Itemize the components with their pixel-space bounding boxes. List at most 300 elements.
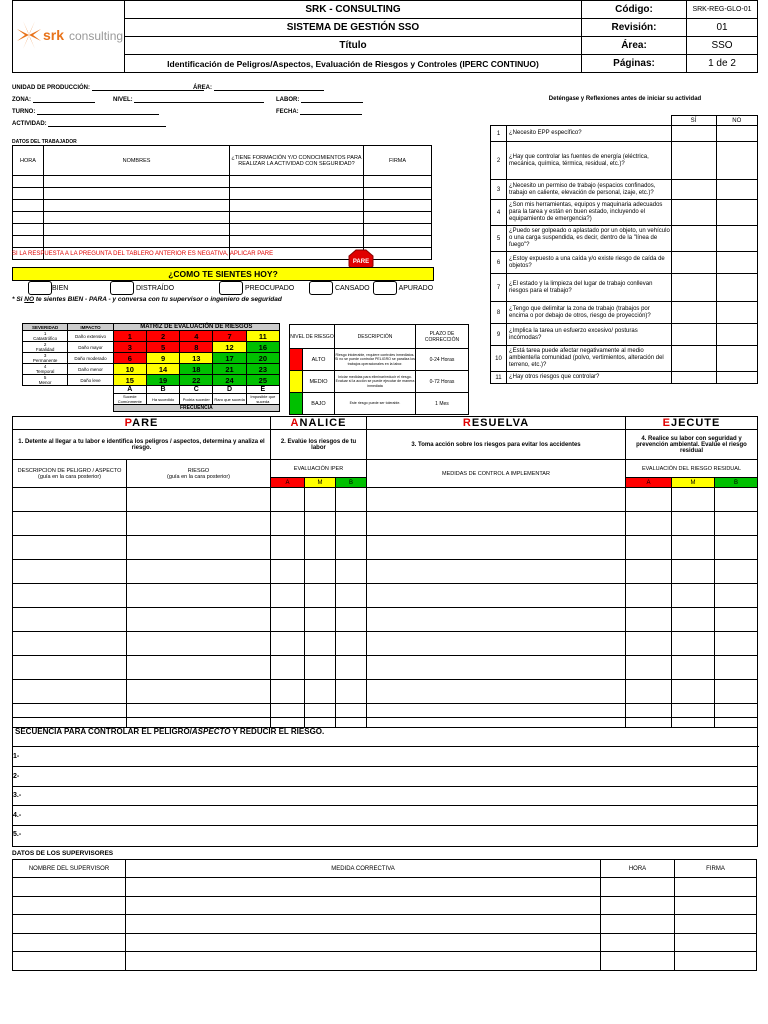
hazard-cell[interactable] xyxy=(336,488,367,512)
hazard-cell[interactable] xyxy=(336,560,367,584)
question-text: ¿Estoy expuesto a una caída y/o existe riesgo de caída de objetos? xyxy=(507,252,672,274)
hazard-cell[interactable] xyxy=(271,680,305,704)
area-label: Área: xyxy=(582,37,687,55)
field-area[interactable]: ÁREA: xyxy=(193,84,324,91)
worker-cell[interactable] xyxy=(230,224,364,236)
worker-cell[interactable] xyxy=(230,200,364,212)
matrix-cell: 10 xyxy=(113,364,146,375)
matrix-cell: 11 xyxy=(246,331,279,342)
col-eval-iper: EVALUACIÓN IPER xyxy=(271,460,367,478)
question-number: 9 xyxy=(491,324,507,346)
worker-cell[interactable] xyxy=(13,200,44,212)
supervisor-cell[interactable] xyxy=(675,896,757,915)
hazard-row xyxy=(13,512,758,536)
sup-col-medida: MEDIDA CORRECTIVA xyxy=(126,860,601,878)
feeling-opt-preocupado[interactable]: PREOCUPADO xyxy=(219,281,294,295)
hazard-cell[interactable] xyxy=(336,512,367,536)
worker-cell[interactable] xyxy=(44,224,230,236)
hazard-cell[interactable] xyxy=(672,488,715,512)
sequence-item[interactable]: 4.- xyxy=(13,806,757,826)
supervisor-row xyxy=(13,952,757,971)
question-si-checkbox[interactable] xyxy=(671,274,716,302)
hazard-cell[interactable] xyxy=(672,680,715,704)
hazard-cell[interactable] xyxy=(336,536,367,560)
field-actividad[interactable]: ACTIVIDAD: xyxy=(12,120,166,127)
hazard-row xyxy=(13,680,758,704)
matrix-letter-row xyxy=(23,386,280,394)
hazard-cell[interactable] xyxy=(13,536,127,560)
hazard-cell[interactable] xyxy=(672,584,715,608)
level-row xyxy=(290,393,469,415)
svg-text:consulting: consulting xyxy=(68,29,123,43)
field-zona[interactable]: ZONA: xyxy=(12,96,95,103)
matrix-frecuencia: FRECUENCIA xyxy=(113,405,279,412)
risk-matrix xyxy=(22,323,280,412)
matrix-freq-row xyxy=(23,394,280,405)
question-no-checkbox[interactable] xyxy=(716,126,758,142)
question-no-checkbox[interactable] xyxy=(716,346,758,372)
matrix-row xyxy=(23,331,280,342)
supervisor-cell[interactable] xyxy=(126,933,601,952)
level-name: ALTO xyxy=(303,349,335,371)
field-unidad[interactable]: UNIDAD DE PRODUCCIÓN: xyxy=(12,84,204,91)
hazard-cell[interactable] xyxy=(13,584,127,608)
level-row xyxy=(290,349,469,371)
step-ejecute-text: 4. Realice su labor con seguridad y prevención ambiental. Evalúe el riesgo residual xyxy=(626,430,758,460)
worker-cell[interactable] xyxy=(364,212,432,224)
feeling-opt-distraido[interactable]: DISTRAÍDO xyxy=(110,281,174,295)
supervisor-cell[interactable] xyxy=(126,878,601,897)
col-residual: EVALUACIÓN DEL RIESGO RESIDUAL xyxy=(626,460,758,478)
supervisor-row xyxy=(13,878,757,897)
level-desc: Iniciar medidas para eliminar/reducir el riesgo. Evaluar si la acción se puede ejecutar de manera inmediata xyxy=(334,371,415,393)
hazard-cell[interactable] xyxy=(13,656,127,680)
workers-section-label: DATOS DEL TRABAJADOR xyxy=(12,139,77,145)
matrix-cell: 23 xyxy=(246,364,279,375)
worker-cell[interactable] xyxy=(230,236,364,248)
hazard-row xyxy=(13,584,758,608)
question-number: 11 xyxy=(491,372,507,384)
worker-cell[interactable] xyxy=(13,224,44,236)
level-name: MEDIO xyxy=(303,371,335,393)
hazard-cell[interactable] xyxy=(715,488,758,512)
hazard-cell[interactable] xyxy=(367,608,626,632)
hazard-cell[interactable] xyxy=(367,680,626,704)
question-si-checkbox[interactable] xyxy=(671,180,716,200)
hazard-cell[interactable] xyxy=(626,512,672,536)
feeling-opt-apurado[interactable]: APURADO xyxy=(373,281,433,295)
hazard-cell[interactable] xyxy=(367,536,626,560)
matrix-row xyxy=(23,364,280,375)
hazard-cell[interactable] xyxy=(715,680,758,704)
matrix-cell: 24 xyxy=(213,375,246,386)
matrix-freq-desc: Podría suceder xyxy=(180,394,213,405)
hazard-cell[interactable] xyxy=(367,584,626,608)
hazard-cell[interactable] xyxy=(715,608,758,632)
hazard-cell[interactable] xyxy=(672,560,715,584)
question-si-checkbox[interactable] xyxy=(671,226,716,252)
col-formacion: ¿TIENE FORMACIÓN Y/O CONOCIMIENTOS PARA REALIZAR LA ACTIVIDAD CON SEGURIDAD? xyxy=(230,146,364,176)
question-si-checkbox[interactable] xyxy=(671,372,716,384)
worker-row xyxy=(13,212,432,224)
hazard-cell[interactable] xyxy=(715,584,758,608)
supervisor-cell[interactable] xyxy=(13,896,126,915)
col-riesgo: RIESGO (guía en la cara posterior) xyxy=(127,460,271,488)
matrix-severity: 5 Menor xyxy=(23,375,68,386)
supervisor-cell[interactable] xyxy=(126,915,601,934)
step-pare: PARE xyxy=(13,417,271,430)
hazard-cell[interactable] xyxy=(127,680,271,704)
question-number: 10 xyxy=(491,346,507,372)
hazard-cell[interactable] xyxy=(367,512,626,536)
worker-cell[interactable] xyxy=(44,176,230,188)
hazard-cell[interactable] xyxy=(626,656,672,680)
question-no-checkbox[interactable] xyxy=(716,302,758,324)
question-row xyxy=(491,274,758,302)
matrix-row xyxy=(23,353,280,364)
question-text: ¿Tengo que delimitar la zona de trabajo (trabajos por encima o por debajo de otros, riesgo de proyección)? xyxy=(507,302,672,324)
hazard-cell[interactable] xyxy=(271,512,305,536)
col-nombres: NOMBRES xyxy=(44,146,230,176)
sup-col-firma: FIRMA xyxy=(675,860,757,878)
matrix-cell: 6 xyxy=(113,353,146,364)
question-no-checkbox[interactable] xyxy=(716,180,758,200)
question-no-checkbox[interactable] xyxy=(716,324,758,346)
worker-cell[interactable] xyxy=(44,212,230,224)
hazard-cell[interactable] xyxy=(672,512,715,536)
hazard-row xyxy=(13,656,758,680)
feeling-opt-bien[interactable]: BIEN xyxy=(28,281,68,295)
hazard-cell[interactable] xyxy=(305,584,336,608)
field-fecha[interactable]: FECHA: xyxy=(276,108,362,115)
hazard-cell[interactable] xyxy=(626,608,672,632)
supervisor-row xyxy=(13,896,757,915)
worker-cell[interactable] xyxy=(44,236,230,248)
hazard-cell[interactable] xyxy=(127,512,271,536)
question-row xyxy=(491,180,758,200)
hazard-cell[interactable] xyxy=(715,512,758,536)
hazard-row xyxy=(13,560,758,584)
level-plazo: 0-72 Horas xyxy=(415,371,468,393)
step-analice-text: 2. Evalúe los riesgos de tu labor xyxy=(271,430,367,460)
worker-cell[interactable] xyxy=(364,224,432,236)
worker-cell[interactable] xyxy=(44,188,230,200)
supervisor-cell[interactable] xyxy=(601,952,675,971)
hazard-cell[interactable] xyxy=(305,560,336,584)
hazard-cell[interactable] xyxy=(271,536,305,560)
levels-col-plazo: PLAZO DE CORRECCIÓN xyxy=(415,325,468,349)
question-no-checkbox[interactable] xyxy=(716,226,758,252)
supervisor-cell[interactable] xyxy=(13,952,126,971)
matrix-freq-desc: Imposible que suceda xyxy=(246,394,279,405)
hazard-cell[interactable] xyxy=(127,560,271,584)
col-desc-peligro: DESCRIPCION DE PELIGRO / ASPECTO (guía en la cara posterior) xyxy=(13,460,127,488)
matrix-cell: 17 xyxy=(213,353,246,364)
worker-row xyxy=(13,224,432,236)
hazard-cell[interactable] xyxy=(715,632,758,656)
question-no-checkbox[interactable] xyxy=(716,142,758,180)
svg-text:PARE: PARE xyxy=(352,259,370,265)
matrix-cell: 1 xyxy=(113,331,146,342)
question-si-checkbox[interactable] xyxy=(671,126,716,142)
matrix-impact: Daño mayor xyxy=(68,342,113,353)
levels-col-nivel: NIVEL DE RIESGO xyxy=(290,325,335,349)
hazard-cell[interactable] xyxy=(672,656,715,680)
worker-cell[interactable] xyxy=(44,200,230,212)
hazard-cell[interactable] xyxy=(367,632,626,656)
question-number: 6 xyxy=(491,252,507,274)
hazard-cell[interactable] xyxy=(367,560,626,584)
question-si-checkbox[interactable] xyxy=(671,200,716,226)
hazard-cell[interactable] xyxy=(672,632,715,656)
matrix-cell: 19 xyxy=(146,375,179,386)
hazard-cell[interactable] xyxy=(13,560,127,584)
eval-b: B xyxy=(336,478,367,488)
matrix-letter: E xyxy=(246,386,279,394)
matrix-cell: 13 xyxy=(180,353,213,364)
feeling-question: ¿COMO TE SIENTES HOY? xyxy=(12,267,434,281)
col-hora: HORA xyxy=(13,146,44,176)
hazard-row xyxy=(13,488,758,512)
question-si-checkbox[interactable] xyxy=(671,252,716,274)
srk-logo-icon xyxy=(15,15,123,55)
question-number: 8 xyxy=(491,302,507,324)
feeling-note: * Si NO te sientes BIEN - PARA - y conversa con tu supervisor o ingeniero de seguridad xyxy=(12,296,282,303)
worker-cell[interactable] xyxy=(364,236,432,248)
hazard-cell[interactable] xyxy=(13,632,127,656)
question-row xyxy=(491,346,758,372)
worker-cell[interactable] xyxy=(230,176,364,188)
matrix-impact: Daño menor xyxy=(68,364,113,375)
question-si-checkbox[interactable] xyxy=(671,302,716,324)
question-row xyxy=(491,226,758,252)
question-no-checkbox[interactable] xyxy=(716,200,758,226)
sequence-title: SECUENCIA PARA CONTROLAR EL PELIGRO/ASPECTO Y REDUCIR EL RIESGO. xyxy=(13,718,759,747)
supervisors-table xyxy=(12,859,757,971)
level-color-swatch xyxy=(290,349,303,371)
question-row xyxy=(491,142,758,180)
worker-cell[interactable] xyxy=(13,176,44,188)
worker-cell[interactable] xyxy=(13,188,44,200)
hazard-cell[interactable] xyxy=(13,680,127,704)
hazard-cell[interactable] xyxy=(13,608,127,632)
question-number: 7 xyxy=(491,274,507,302)
matrix-cell: 20 xyxy=(246,353,279,364)
hazard-cell[interactable] xyxy=(127,608,271,632)
hazard-cell[interactable] xyxy=(271,608,305,632)
hazard-cell[interactable] xyxy=(626,680,672,704)
hazard-cell[interactable] xyxy=(336,584,367,608)
questions-table xyxy=(490,115,758,384)
hazard-cell[interactable] xyxy=(13,512,127,536)
worker-cell[interactable] xyxy=(364,200,432,212)
revision-value: 01 xyxy=(687,19,758,37)
hazard-cell[interactable] xyxy=(715,656,758,680)
matrix-severity: 2 Fatalidad xyxy=(23,342,68,353)
hazard-cell[interactable] xyxy=(271,632,305,656)
hazard-cell[interactable] xyxy=(271,488,305,512)
hazard-cell[interactable] xyxy=(305,632,336,656)
area-value: SSO xyxy=(687,37,758,55)
hazard-cell[interactable] xyxy=(626,488,672,512)
hazard-cell[interactable] xyxy=(367,656,626,680)
matrix-cell: 5 xyxy=(146,342,179,353)
question-number: 2 xyxy=(491,142,507,180)
question-text: ¿Necesito un permiso de trabajo (espacios confinados, trabajo en caliente, elevación de personal, izaje, etc.)? xyxy=(507,180,672,200)
supervisor-cell[interactable] xyxy=(675,952,757,971)
hazard-cell[interactable] xyxy=(127,656,271,680)
hazard-cell[interactable] xyxy=(336,680,367,704)
pages-label: Páginas: xyxy=(582,55,687,73)
worker-cell[interactable] xyxy=(364,188,432,200)
hazard-cell[interactable] xyxy=(672,536,715,560)
level-color-swatch xyxy=(290,393,303,415)
question-row xyxy=(491,126,758,142)
matrix-cell: 9 xyxy=(146,353,179,364)
question-row xyxy=(491,372,758,384)
sequence-item[interactable]: 3.- xyxy=(13,786,757,806)
level-name: BAJO xyxy=(303,393,335,415)
hazard-cell[interactable] xyxy=(305,680,336,704)
supervisor-cell[interactable] xyxy=(126,896,601,915)
supervisor-cell[interactable] xyxy=(13,915,126,934)
matrix-letter: D xyxy=(213,386,246,394)
worker-cell[interactable] xyxy=(13,236,44,248)
pages-value: 1 de 2 xyxy=(687,55,758,73)
sequence-item[interactable]: 1- xyxy=(13,747,757,767)
question-row xyxy=(491,200,758,226)
hazard-row xyxy=(13,536,758,560)
question-si-checkbox[interactable] xyxy=(671,346,716,372)
step-resuelva-text: 3. Toma acción sobre los riesgos para evitar los accidentes xyxy=(367,430,626,460)
sup-col-hora: HORA xyxy=(601,860,675,878)
col-medidas: MEDIDAS DE CONTROL A IMPLEMENTAR xyxy=(367,460,626,488)
hazard-cell[interactable] xyxy=(13,488,127,512)
hazard-cell[interactable] xyxy=(127,632,271,656)
hazard-cell[interactable] xyxy=(336,656,367,680)
supervisor-row xyxy=(13,915,757,934)
hazard-cell[interactable] xyxy=(271,656,305,680)
steps-table xyxy=(12,416,758,728)
sequence-item[interactable]: 5.- xyxy=(13,831,22,838)
matrix-freq-desc: Sucede Comúnmente xyxy=(113,394,146,405)
hazard-cell[interactable] xyxy=(715,560,758,584)
header xyxy=(12,0,758,70)
questions-heading: Deténgase y Reflexiones antes de iniciar su actividad xyxy=(548,96,702,102)
title-label: Título xyxy=(125,37,582,55)
matrix-letter: B xyxy=(146,386,179,394)
worker-row xyxy=(13,176,432,188)
supervisor-cell[interactable] xyxy=(675,915,757,934)
hazard-cell[interactable] xyxy=(367,488,626,512)
hazard-cell[interactable] xyxy=(305,656,336,680)
hazard-cell[interactable] xyxy=(336,632,367,656)
field-turno[interactable]: TURNO: xyxy=(12,108,159,115)
hazard-cell[interactable] xyxy=(626,632,672,656)
supervisor-cell[interactable] xyxy=(601,896,675,915)
hazard-cell[interactable] xyxy=(127,584,271,608)
question-text: ¿Implica la tarea un esfuerzo excesivo/ posturas incómodas? xyxy=(507,324,672,346)
sequence-item[interactable]: 2- xyxy=(13,767,757,787)
matrix-freq-desc: Raro que suceda xyxy=(213,394,246,405)
matrix-cell: 3 xyxy=(113,342,146,353)
code-label: Código: xyxy=(582,1,687,19)
supervisor-cell[interactable] xyxy=(601,915,675,934)
question-no-checkbox[interactable] xyxy=(716,372,758,384)
hazard-cell[interactable] xyxy=(127,536,271,560)
question-no-checkbox[interactable] xyxy=(716,274,758,302)
q-col-no: NO xyxy=(716,116,758,126)
document-title: Identificación de Peligros/Aspectos, Evaluación de Riesgos y Controles (IPERC CONTINUO) xyxy=(125,55,582,73)
worker-cell[interactable] xyxy=(13,212,44,224)
hazard-cell[interactable] xyxy=(626,584,672,608)
matrix-title: MATRIZ DE EVALUACIÓN DE RIESGOS xyxy=(113,324,279,331)
supervisor-cell[interactable] xyxy=(675,878,757,897)
supervisor-cell[interactable] xyxy=(13,878,126,897)
supervisors-section-label: DATOS DE LOS SUPERVISORES xyxy=(12,850,114,857)
question-number: 1 xyxy=(491,126,507,142)
hazard-cell[interactable] xyxy=(672,608,715,632)
question-no-checkbox[interactable] xyxy=(716,252,758,274)
level-plazo: 0-24 Horas xyxy=(415,349,468,371)
matrix-cell: 7 xyxy=(213,331,246,342)
matrix-cell: 8 xyxy=(180,342,213,353)
hazard-cell[interactable] xyxy=(127,488,271,512)
supervisor-cell[interactable] xyxy=(13,933,126,952)
matrix-severity: 4 Temporal xyxy=(23,364,68,375)
question-row xyxy=(491,302,758,324)
hazard-cell[interactable] xyxy=(715,536,758,560)
q-col-si: SÍ xyxy=(671,116,716,126)
hazard-cell[interactable] xyxy=(271,584,305,608)
code-value: SRK-REG-GLO-01 xyxy=(687,1,758,19)
worker-cell[interactable] xyxy=(230,212,364,224)
worker-cell[interactable] xyxy=(230,188,364,200)
question-si-checkbox[interactable] xyxy=(671,142,716,180)
matrix-impact: Daño extensivo xyxy=(68,331,113,342)
matrix-letter: A xyxy=(113,386,146,394)
hazard-cell[interactable] xyxy=(305,608,336,632)
hazard-cell[interactable] xyxy=(336,608,367,632)
hazard-cell[interactable] xyxy=(305,512,336,536)
worker-row xyxy=(13,200,432,212)
feeling-opt-cansado[interactable]: CANSADO xyxy=(309,281,370,295)
supervisor-cell[interactable] xyxy=(126,952,601,971)
hazard-cell[interactable] xyxy=(305,536,336,560)
hazard-cell[interactable] xyxy=(271,560,305,584)
matrix-cell: 14 xyxy=(146,364,179,375)
residual-a: A xyxy=(626,478,672,488)
field-nivel[interactable]: NIVEL: xyxy=(113,96,264,103)
eval-m: M xyxy=(305,478,336,488)
hazard-cell[interactable] xyxy=(626,536,672,560)
question-si-checkbox[interactable] xyxy=(671,324,716,346)
supervisor-cell[interactable] xyxy=(601,933,675,952)
supervisor-cell[interactable] xyxy=(601,878,675,897)
field-labor[interactable]: LABOR: xyxy=(276,96,363,103)
worker-cell[interactable] xyxy=(364,176,432,188)
supervisor-cell[interactable] xyxy=(675,933,757,952)
question-number: 3 xyxy=(491,180,507,200)
matrix-cell: 25 xyxy=(246,375,279,386)
hazard-row xyxy=(13,632,758,656)
matrix-severity: 1 Catastrófico xyxy=(23,331,68,342)
hazard-cell[interactable] xyxy=(305,488,336,512)
hazard-cell[interactable] xyxy=(626,560,672,584)
hazard-row xyxy=(13,608,758,632)
question-row xyxy=(491,252,758,274)
step-resuelva: RESUELVA xyxy=(367,417,626,430)
